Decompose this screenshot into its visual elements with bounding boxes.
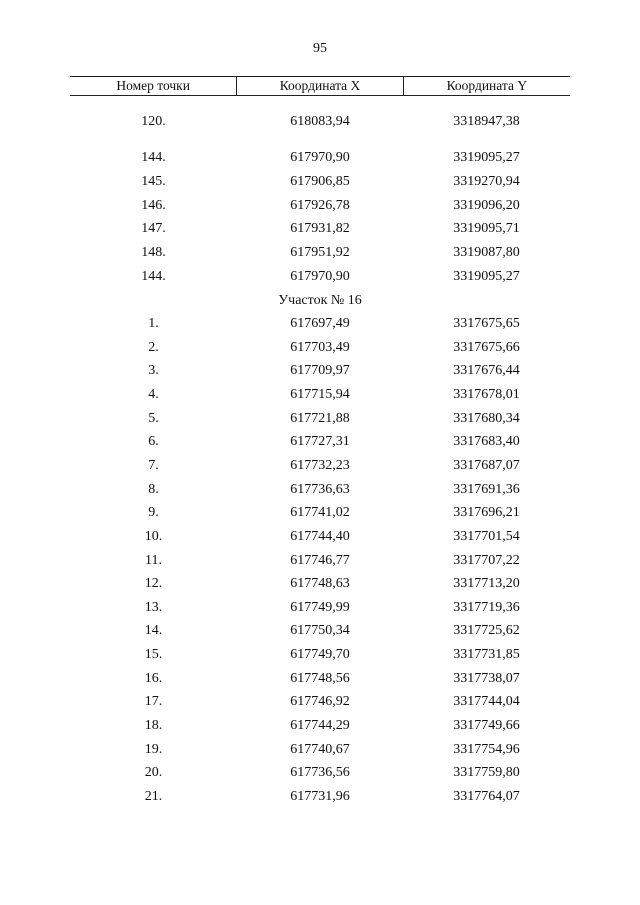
table-row	[70, 410, 570, 428]
table-row	[70, 481, 570, 499]
cell-point-number: 5.	[148, 411, 159, 426]
cell-coordinate-x: 617906,85	[290, 174, 350, 189]
cell-coordinate-y: 3317719,36	[453, 600, 520, 615]
cell-point-number: 10.	[144, 529, 163, 544]
table-row	[70, 433, 570, 451]
cell-point-number: 21.	[144, 789, 163, 804]
cell-coordinate-y: 3317680,34	[453, 411, 520, 426]
cell-point-number: 144.	[141, 269, 166, 284]
table-row	[70, 741, 570, 759]
cell-coordinate-x: 617732,23	[290, 458, 350, 473]
cell-point-number: 17.	[144, 694, 163, 709]
cell-coordinate-x: 617926,78	[290, 198, 350, 213]
cell-coordinate-y: 3317691,36	[453, 482, 520, 497]
table-row	[70, 552, 570, 570]
cell-point-number: 120.	[141, 114, 166, 129]
cell-coordinate-y: 3319095,27	[453, 269, 520, 284]
page-number: 95	[313, 41, 327, 56]
cell-coordinate-y: 3319096,20	[453, 198, 520, 213]
cell-coordinate-y: 3317759,80	[453, 765, 520, 780]
cell-point-number: 18.	[144, 718, 163, 733]
cell-coordinate-x: 617951,92	[290, 245, 350, 260]
cell-point-number: 2.	[148, 340, 159, 355]
table-row	[70, 622, 570, 640]
cell-coordinate-x: 618083,94	[290, 114, 350, 129]
header-point-number: Номер точки	[116, 78, 190, 93]
table-row	[70, 339, 570, 357]
table-row	[70, 113, 570, 131]
cell-point-number: 20.	[144, 765, 163, 780]
table-row	[70, 504, 570, 522]
table-row	[70, 788, 570, 806]
cell-coordinate-y: 3317683,40	[453, 434, 520, 449]
table-row	[70, 386, 570, 404]
section-title: Участок № 16	[278, 293, 362, 308]
cell-coordinate-y: 3317687,07	[453, 458, 520, 473]
cell-point-number: 144.	[141, 150, 166, 165]
cell-coordinate-y: 3319095,27	[453, 150, 520, 165]
cell-coordinate-x: 617744,29	[290, 718, 350, 733]
table-row	[70, 220, 570, 238]
table-row	[70, 646, 570, 664]
cell-coordinate-y: 3317749,66	[453, 718, 520, 733]
table-row	[70, 670, 570, 688]
coordinates-table	[70, 76, 570, 804]
cell-coordinate-x: 617749,99	[290, 600, 350, 615]
cell-coordinate-x: 617736,56	[290, 765, 350, 780]
cell-point-number: 148.	[141, 245, 166, 260]
header-coordinate-y: Координата Y	[403, 77, 570, 95]
cell-coordinate-y: 3317696,21	[453, 505, 520, 520]
cell-coordinate-x: 617746,77	[290, 553, 350, 568]
cell-coordinate-y: 3317725,62	[453, 623, 520, 638]
table-row	[70, 717, 570, 735]
cell-coordinate-y: 3317738,07	[453, 671, 520, 686]
cell-coordinate-y: 3318947,38	[453, 114, 520, 129]
table-row	[70, 362, 570, 380]
cell-point-number: 9.	[148, 505, 159, 520]
cell-point-number: 11.	[145, 553, 162, 568]
cell-coordinate-x: 617741,02	[290, 505, 350, 520]
table-row	[70, 315, 570, 333]
cell-point-number: 8.	[148, 482, 159, 497]
cell-coordinate-x: 617740,67	[290, 742, 350, 757]
header-coordinate-x: Координата X	[236, 77, 402, 95]
cell-point-number: 15.	[144, 647, 163, 662]
table-header	[70, 76, 570, 96]
cell-coordinate-x: 617931,82	[290, 221, 350, 236]
cell-coordinate-y: 3317678,01	[453, 387, 520, 402]
cell-point-number: 13.	[144, 600, 163, 615]
cell-point-number: 146.	[141, 198, 166, 213]
table-row	[70, 599, 570, 617]
cell-point-number: 16.	[144, 671, 163, 686]
cell-coordinate-x: 617709,97	[290, 363, 350, 378]
cell-coordinate-x: 617750,34	[290, 623, 350, 638]
table-row	[70, 575, 570, 593]
cell-coordinate-y: 3317713,20	[453, 576, 520, 591]
cell-coordinate-x: 617970,90	[290, 269, 350, 284]
cell-coordinate-y: 3317744,04	[453, 694, 520, 709]
cell-coordinate-x: 617748,56	[290, 671, 350, 686]
cell-coordinate-y: 3317754,96	[453, 742, 520, 757]
cell-coordinate-y: 3317764,07	[453, 789, 520, 804]
cell-coordinate-y: 3317675,65	[453, 316, 520, 331]
cell-coordinate-x: 617736,63	[290, 482, 350, 497]
table-row	[70, 457, 570, 475]
cell-coordinate-y: 3317676,44	[453, 363, 520, 378]
cell-coordinate-x: 617746,92	[290, 694, 350, 709]
cell-coordinate-x: 617970,90	[290, 150, 350, 165]
cell-point-number: 1.	[148, 316, 159, 331]
cell-point-number: 19.	[144, 742, 163, 757]
cell-point-number: 3.	[148, 363, 159, 378]
cell-coordinate-x: 617721,88	[290, 411, 350, 426]
table-row	[70, 528, 570, 546]
table-row	[70, 764, 570, 782]
cell-point-number: 145.	[141, 174, 166, 189]
table-row	[70, 244, 570, 262]
cell-coordinate-x: 617703,49	[290, 340, 350, 355]
cell-point-number: 6.	[148, 434, 159, 449]
cell-point-number: 14.	[144, 623, 163, 638]
cell-coordinate-y: 3317707,22	[453, 553, 520, 568]
table-row	[70, 268, 570, 286]
cell-coordinate-y: 3317731,85	[453, 647, 520, 662]
table-row	[70, 197, 570, 215]
table-row	[70, 149, 570, 167]
cell-coordinate-y: 3319270,94	[453, 174, 520, 189]
cell-coordinate-y: 3319095,71	[453, 221, 520, 236]
cell-coordinate-y: 3319087,80	[453, 245, 520, 260]
cell-coordinate-y: 3317701,54	[453, 529, 520, 544]
cell-point-number: 12.	[144, 576, 163, 591]
table-row	[70, 693, 570, 711]
cell-coordinate-x: 617697,49	[290, 316, 350, 331]
cell-coordinate-x: 617727,31	[290, 434, 350, 449]
cell-coordinate-x: 617744,40	[290, 529, 350, 544]
cell-point-number: 4.	[148, 387, 159, 402]
cell-coordinate-x: 617731,96	[290, 789, 350, 804]
cell-coordinate-x: 617715,94	[290, 387, 350, 402]
cell-coordinate-x: 617749,70	[290, 647, 350, 662]
cell-point-number: 7.	[148, 458, 159, 473]
table-row	[70, 173, 570, 191]
cell-point-number: 147.	[141, 221, 166, 236]
cell-coordinate-x: 617748,63	[290, 576, 350, 591]
cell-coordinate-y: 3317675,66	[453, 340, 520, 355]
